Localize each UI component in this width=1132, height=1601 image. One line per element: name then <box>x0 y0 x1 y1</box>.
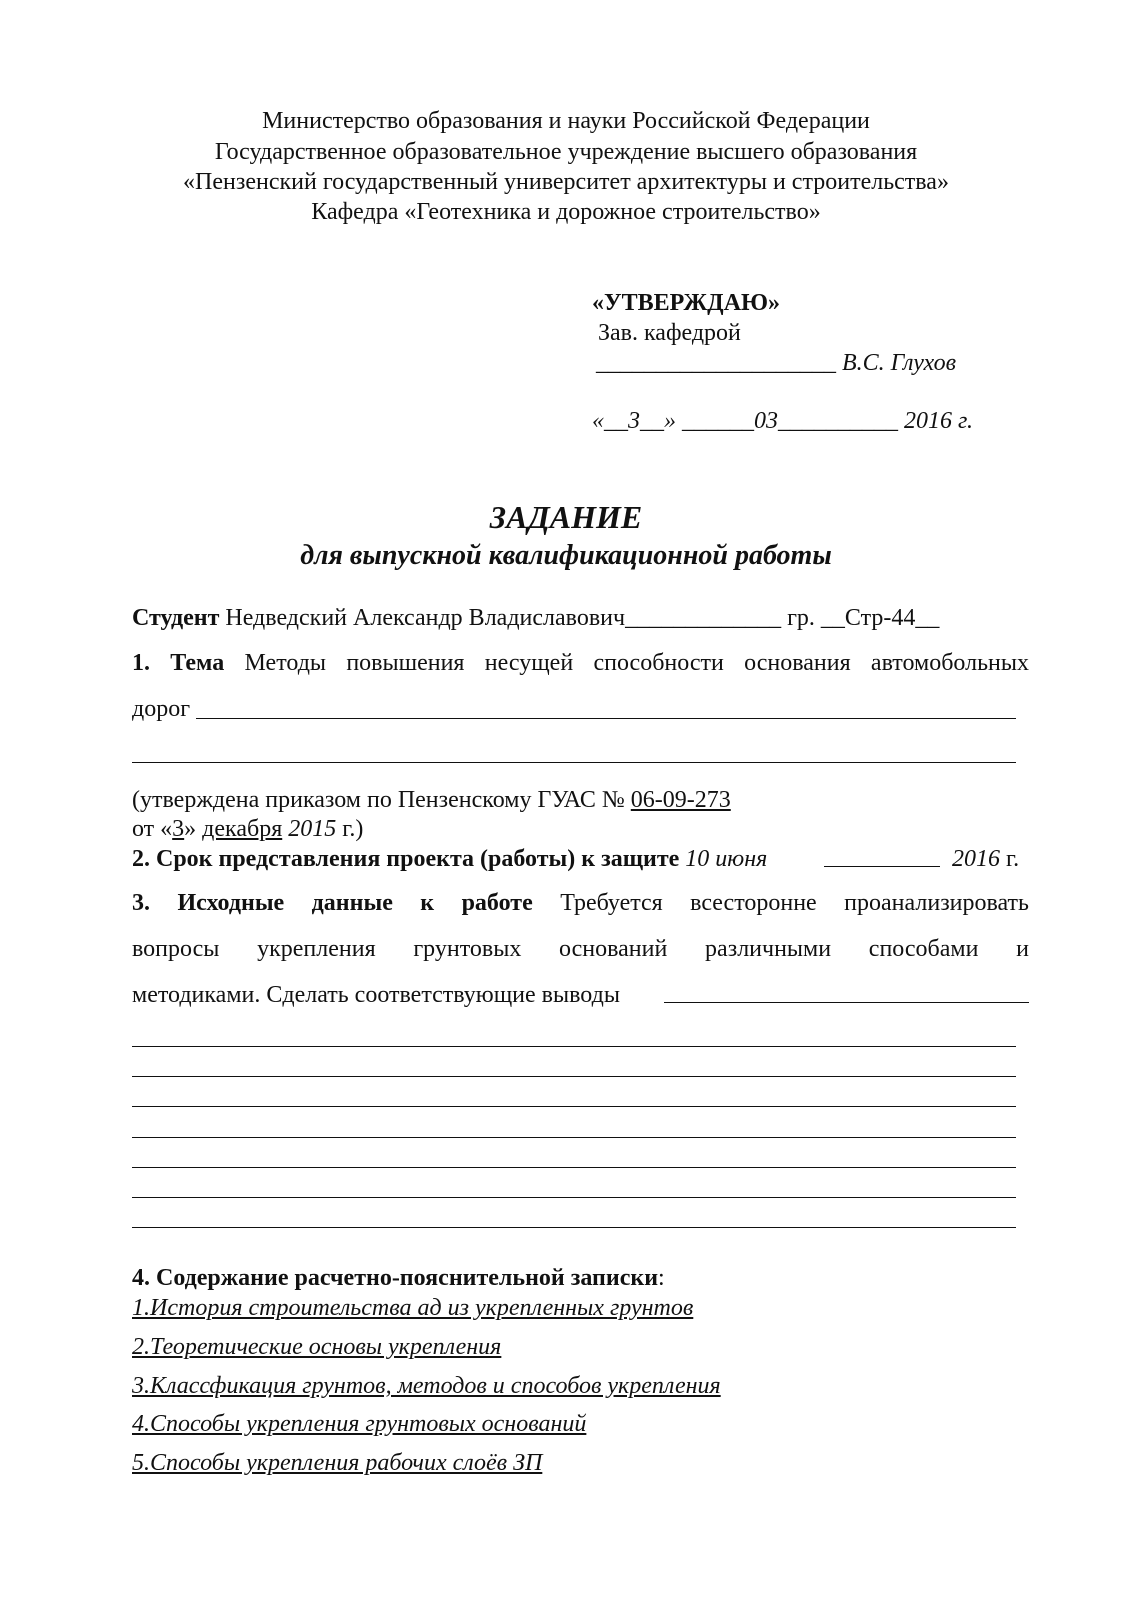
contents-heading <box>132 1263 665 1293</box>
order-line1 <box>132 785 731 815</box>
deadline-suffix: г. <box>1006 846 1020 872</box>
order-month: декабря <box>202 816 283 842</box>
deadline-label: 2. Срок представления проекта (работы) к защите <box>132 846 680 872</box>
order-quote-close: » <box>184 816 197 842</box>
university-line: «Пензенский государственный университет архитектуры и строительства» <box>183 169 949 195</box>
department-line: Кафедра «Геотехника и дорожное строительство» <box>311 199 821 225</box>
task-title: ЗАДАНИЕ <box>489 499 643 535</box>
group-prefix: __ <box>820 605 845 631</box>
student-name: Недведский Александр Владиславович <box>225 605 626 631</box>
approve-position: Зав. кафедрой <box>598 320 741 346</box>
contents-colon: : <box>658 1265 665 1291</box>
blank-line <box>132 1137 1016 1138</box>
student-filler: _____________ <box>625 605 782 631</box>
source-underline <box>664 1002 1029 1003</box>
date-day: 3 <box>628 408 640 434</box>
approve-date-row <box>592 406 973 436</box>
contents-item-2: 2.Теоретические основы укрепления <box>132 1334 502 1360</box>
topic-underline <box>196 718 1016 719</box>
group-value: Стр-44 <box>844 605 916 631</box>
deadline-date: 10 июня <box>685 846 768 872</box>
institution-type-line: Государственное образовательное учреждение высшего образования <box>214 139 918 165</box>
approve-signature-row <box>596 348 956 378</box>
contents-label: 4. Содержание расчетно-пояснительной записки <box>132 1265 659 1291</box>
group-suffix: __ <box>915 605 940 631</box>
approve-title: «УТВЕРЖДАЮ» <box>592 290 781 316</box>
topic-row <box>132 648 1029 678</box>
source-label: 3. Исходные данные к работе <box>132 890 533 916</box>
deadline-row <box>132 844 767 874</box>
approver-name: В.С. Глухов <box>842 350 956 376</box>
contents-item-1: 1.История строительства ад из укрепленных грунтов <box>132 1295 694 1321</box>
task-subtitle: для выпускной квалификационной работы <box>300 540 832 571</box>
deadline-year-row <box>952 844 1019 874</box>
order-day: 3 <box>172 816 185 842</box>
order-prefix: (утверждена приказом по Пензенскому ГУАС № <box>132 787 625 813</box>
ministry-line: Министерство образования и науки Российской Федерации <box>262 108 870 134</box>
topic-blank-line <box>132 762 1016 763</box>
group-label: гр. <box>787 605 815 631</box>
topic-line1: Методы повышения несущей способности основания автомобольных <box>244 650 1029 676</box>
topic-line2: дорог <box>132 696 191 722</box>
blank-line <box>132 1076 1016 1077</box>
deadline-year: 2016 <box>952 846 1000 872</box>
blank-line <box>132 1106 1016 1107</box>
topic-label: 1. Тема <box>132 650 225 676</box>
date-year: 2016 г. <box>904 408 974 434</box>
date-rest: __________ <box>778 408 898 434</box>
date-mid: __» ______ <box>640 408 754 434</box>
blank-line <box>132 1167 1016 1168</box>
contents-item-3: 3.Классфикация грунтов, методов и способов укрепления <box>132 1373 721 1399</box>
deadline-blank <box>824 866 940 867</box>
date-month: 03 <box>754 408 778 434</box>
order-year: 2015 <box>288 816 337 842</box>
student-row <box>132 603 939 633</box>
source-line3: методиками. Сделать соответствующие выводы <box>132 982 620 1008</box>
date-open: «__ <box>592 408 628 434</box>
order-line2 <box>132 814 363 844</box>
order-from: от « <box>132 816 173 842</box>
student-label: Студент <box>132 605 220 631</box>
blank-line <box>132 1046 1016 1047</box>
source-line2: вопросы укрепления грунтовых оснований различными способами и <box>132 936 1029 962</box>
source-row1 <box>132 888 1029 918</box>
blank-line <box>132 1227 1016 1228</box>
blank-line <box>132 1197 1016 1198</box>
source-line1: Требуется всесторонне проанализировать <box>560 890 1029 916</box>
contents-item-5: 5.Способы укрепления рабочих слоёв ЗП <box>132 1450 543 1476</box>
contents-item-4: 4.Способы укрепления грунтовых оснований <box>132 1411 587 1437</box>
order-number: 06-09-273 <box>630 787 731 813</box>
signature-line: ____________________ <box>596 350 836 376</box>
order-suffix: г.) <box>342 816 364 842</box>
